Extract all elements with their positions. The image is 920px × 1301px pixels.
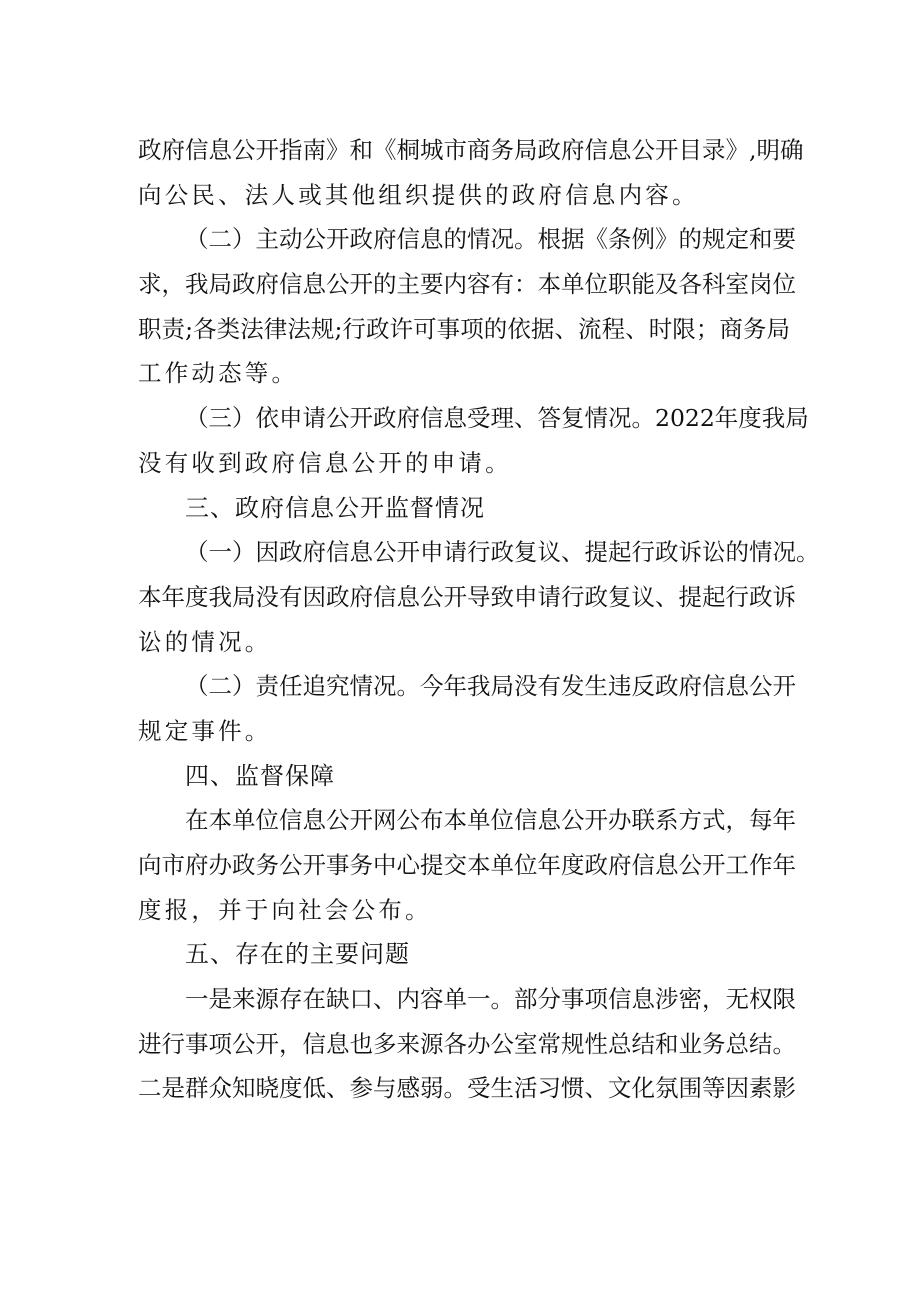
text-line: 求，我局政府信息公开的主要内容有：本单位职能及各科室岗位 [138,270,796,299]
text-line: （一）因政府信息公开申请行政复议、提起行政诉讼的情况。 [185,538,820,567]
text-line: 讼的情况。 [138,627,272,656]
text-line: 政府信息公开指南》和《桐城市商务局政府信息公开目录》,明确 [138,136,804,164]
text-line: 二是群众知晓度低、参与感弱。受生活习惯、文化氛围等因素影 [138,1074,796,1103]
text-line: 职责;各类法律法规;行政许可事项的依据、流程、时限；商务局 [138,314,790,343]
text-line: 进行事项公开，信息也多来源各办公室常规性总结和业务总结。 [138,1029,796,1058]
text-line: 一是来源存在缺口、内容单一。部分事项信息涉密，无权限 [185,985,796,1014]
text-line: 向公民、法人或其他组织提供的政府信息内容。 [138,180,699,209]
section-heading: 四、监督保障 [185,761,335,790]
section-heading: 三、政府信息公开监督情况 [185,493,485,522]
text-line: 在本单位信息公开网公布本单位信息公开办联系方式，每年 [185,806,796,835]
text-line: 度报，并于向社会公布。 [138,895,432,924]
text-line: （三）依申请公开政府信息受理、答复情况。2022年度我局 [185,404,809,433]
text-line: 本年度我局没有因政府信息公开导致申请行政复议、提起行政诉 [138,582,796,611]
text-line: 规定事件。 [138,716,272,745]
text-line: 工作动态等。 [138,359,299,388]
text-line: （二）责任追究情况。今年我局没有发生违反政府信息公开 [185,672,796,701]
section-heading: 五、存在的主要问题 [185,940,410,969]
document-page [138,128,820,1111]
text-line: 向市府办政务公开事务中心提交本单位年度政府信息公开工作年 [138,851,796,879]
text-line: （二）主动公开政府信息的情况。根据《条例》的规定和要 [185,225,796,254]
text-line: 没有收到政府信息公开的申请。 [138,448,512,477]
